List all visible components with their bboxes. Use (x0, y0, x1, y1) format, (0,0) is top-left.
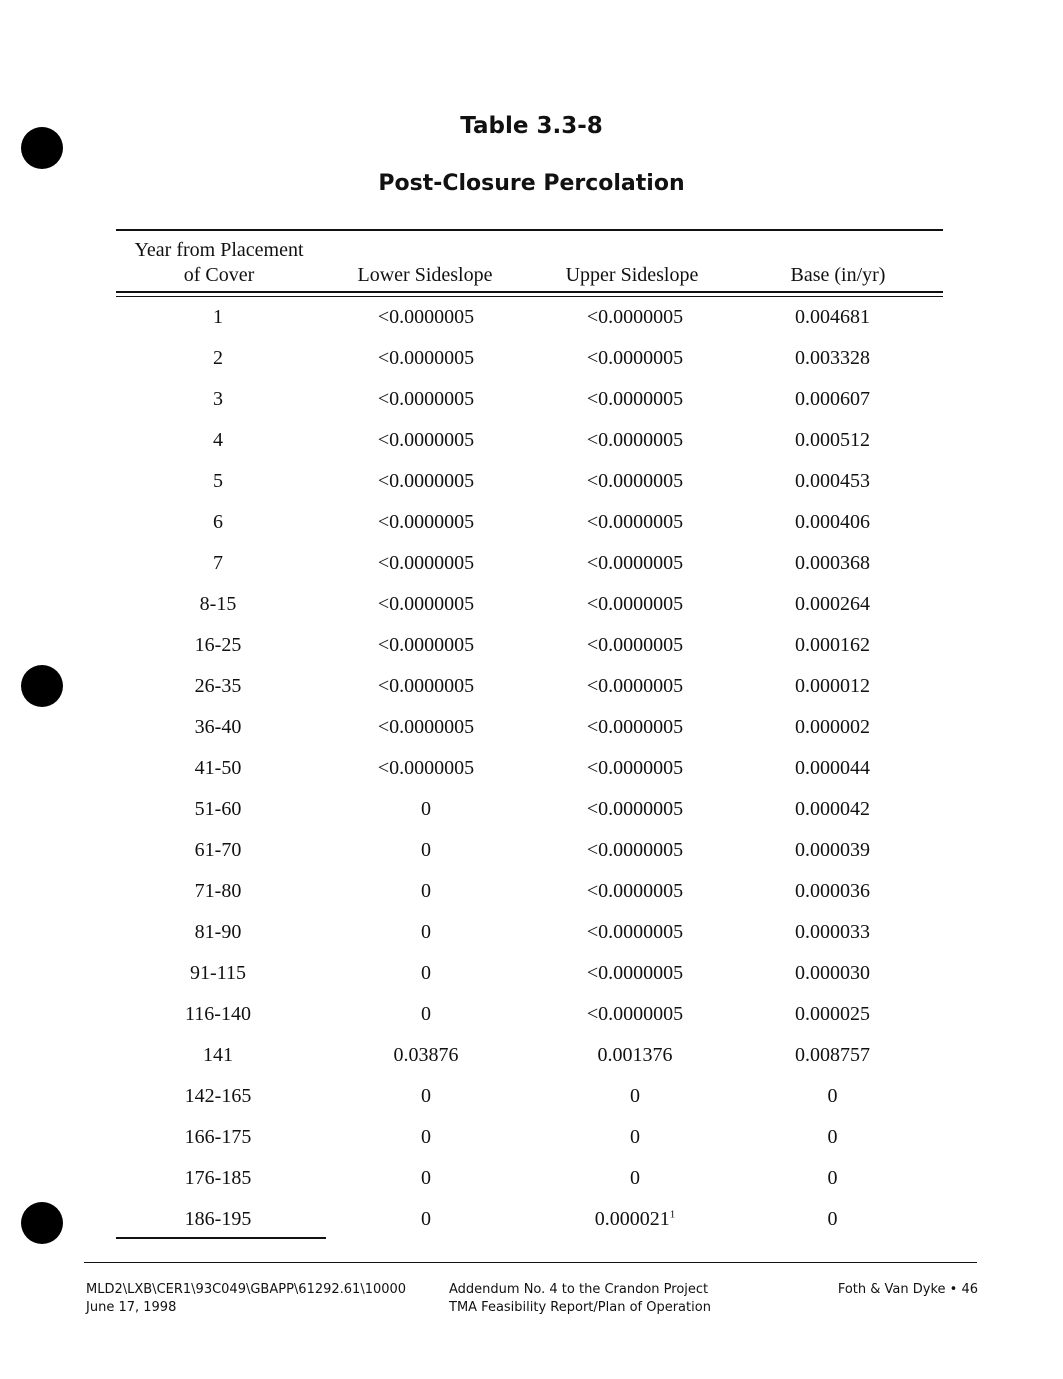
top-rule (116, 229, 943, 231)
header-rule (116, 291, 943, 293)
cell-base (738, 338, 943, 379)
cell-upper-sideslope (532, 1199, 738, 1240)
cell-year (116, 912, 320, 953)
cell-base (738, 666, 943, 707)
table-row (116, 1158, 943, 1199)
table-row (116, 953, 943, 994)
table-row (116, 1076, 943, 1117)
cell-year (116, 461, 320, 502)
cell-year-value: 3 (213, 388, 223, 410)
cell-upper-sideslope-value: <0.0000005 (586, 839, 684, 861)
cell-lower-sideslope (320, 461, 532, 502)
cell-year (116, 871, 320, 912)
footer-path: MLD2\LXB\CER1\93C049\GBAPP\61292.61\10000 (86, 1282, 407, 1297)
table-row (116, 871, 943, 912)
table-row (116, 297, 943, 338)
cell-lower-sideslope (320, 748, 532, 789)
cell-base (738, 707, 943, 748)
cell-year-value: 71-80 (194, 880, 242, 902)
cell-lower-sideslope-value: <0.0000005 (377, 716, 475, 738)
cell-upper-sideslope-value: <0.0000005 (586, 388, 684, 410)
cell-upper-sideslope (532, 543, 738, 584)
cell-lower-sideslope (320, 584, 532, 625)
table-row (116, 584, 943, 625)
cell-upper-sideslope-value: 0 (630, 1085, 640, 1107)
cell-upper-sideslope (532, 625, 738, 666)
cell-base-value: 0.000264 (795, 593, 870, 615)
cell-year (116, 297, 320, 338)
header-upper-sideslope: Upper Sideslope (565, 264, 699, 286)
footer-doc-line1: Addendum No. 4 to the Crandon Project (449, 1282, 709, 1297)
footer-right (838, 1281, 978, 1299)
cell-year (116, 830, 320, 871)
punch-hole-bottom (21, 1202, 63, 1244)
cell-lower-sideslope-value: <0.0000005 (377, 511, 475, 533)
cell-base-value: 0 (827, 1208, 838, 1230)
cell-base (738, 543, 943, 584)
cell-lower-sideslope-value: 0.03876 (393, 1044, 459, 1066)
header-year-line2: of Cover (183, 264, 255, 286)
cell-year-value: 176-185 (184, 1167, 252, 1189)
cell-base-value: 0.000025 (795, 1003, 870, 1025)
cell-year (116, 502, 320, 543)
cell-base-value: 0.000162 (795, 634, 870, 656)
header-year (112, 238, 326, 288)
cell-base-value: 0.000368 (795, 552, 870, 574)
cell-year (116, 1117, 320, 1158)
cell-lower-sideslope-value: <0.0000005 (377, 470, 475, 492)
cell-base (738, 1035, 943, 1076)
cell-lower-sideslope (320, 912, 532, 953)
cell-year (116, 420, 320, 461)
cell-lower-sideslope-value: <0.0000005 (377, 552, 475, 574)
cell-base (738, 1076, 943, 1117)
cell-upper-sideslope-value: <0.0000005 (586, 716, 684, 738)
cell-upper-sideslope (532, 1117, 738, 1158)
cell-year-value: 5 (213, 470, 223, 492)
footer-firm-page: Foth & Van Dyke • 46 (837, 1282, 978, 1297)
cell-lower-sideslope (320, 789, 532, 830)
cell-year (116, 666, 320, 707)
cell-base (738, 1199, 943, 1240)
cell-base-value: 0.000453 (795, 470, 870, 492)
cell-lower-sideslope (320, 1199, 532, 1240)
cell-year (116, 584, 320, 625)
cell-year (116, 1035, 320, 1076)
cell-upper-sideslope (532, 461, 738, 502)
table-row (116, 748, 943, 789)
table-end-rule (116, 1237, 326, 1239)
cell-upper-sideslope-value: <0.0000005 (586, 757, 684, 779)
cell-lower-sideslope-value: 0 (421, 1167, 431, 1189)
cell-base-value: 0.000012 (795, 675, 870, 697)
cell-base (738, 502, 943, 543)
cell-year (116, 338, 320, 379)
cell-year-value: 51-60 (194, 798, 242, 820)
cell-year (116, 789, 320, 830)
cell-upper-sideslope (532, 297, 738, 338)
footer-date: June 17, 1998 (86, 1300, 177, 1315)
cell-base-value: 0.003328 (795, 347, 870, 369)
cell-base (738, 830, 943, 871)
cell-lower-sideslope (320, 666, 532, 707)
cell-upper-sideslope-value: <0.0000005 (586, 962, 684, 984)
cell-upper-sideslope-value: <0.0000005 (586, 880, 684, 902)
cell-base (738, 871, 943, 912)
footer-center (449, 1281, 711, 1317)
cell-upper-sideslope-value: <0.0000005 (586, 921, 684, 943)
header-base: Base (in/yr) (790, 264, 886, 286)
cell-upper-sideslope-value: <0.0000005 (586, 675, 684, 697)
cell-base-value: 0 (827, 1126, 838, 1148)
cell-upper-sideslope (532, 707, 738, 748)
cell-upper-sideslope-value: 0.000021 (594, 1208, 670, 1230)
cell-year-value: 81-90 (194, 921, 242, 943)
table-title: Post-Closure Percolation (378, 171, 685, 196)
cell-upper-sideslope (532, 338, 738, 379)
cell-upper-sideslope-value: 0 (630, 1167, 640, 1189)
cell-lower-sideslope (320, 830, 532, 871)
cell-lower-sideslope (320, 994, 532, 1035)
cell-year (116, 707, 320, 748)
cell-lower-sideslope-value: 0 (421, 1208, 431, 1230)
cell-base-value: 0.000042 (795, 798, 870, 820)
table-row (116, 789, 943, 830)
cell-upper-sideslope (532, 748, 738, 789)
cell-year (116, 994, 320, 1035)
cell-lower-sideslope-value: 0 (421, 962, 431, 984)
cell-base-value: 0.004681 (795, 306, 870, 328)
footnote-marker: 1 (669, 1208, 676, 1221)
table-row (116, 1035, 943, 1076)
cell-year-value: 91-115 (190, 962, 246, 984)
percolation-table (116, 297, 943, 1240)
cell-upper-sideslope (532, 871, 738, 912)
cell-upper-sideslope (532, 666, 738, 707)
cell-year (116, 1199, 320, 1240)
cell-year-value: 186-195 (184, 1208, 252, 1230)
cell-lower-sideslope-value: <0.0000005 (377, 429, 475, 451)
cell-lower-sideslope-value: 0 (421, 839, 431, 861)
cell-lower-sideslope (320, 1117, 532, 1158)
cell-lower-sideslope-value: 0 (421, 798, 431, 820)
cell-year-value: 166-175 (184, 1126, 252, 1148)
table-row (116, 625, 943, 666)
cell-base (738, 912, 943, 953)
cell-year (116, 543, 320, 584)
cell-upper-sideslope (532, 789, 738, 830)
cell-base-value: 0.000039 (795, 839, 870, 861)
cell-year-value: 141 (203, 1044, 233, 1066)
cell-upper-sideslope (532, 420, 738, 461)
table-row (116, 420, 943, 461)
cell-base (738, 625, 943, 666)
cell-year (116, 953, 320, 994)
table-row (116, 1199, 943, 1240)
cell-year-value: 4 (213, 429, 223, 451)
cell-upper-sideslope-value: <0.0000005 (586, 593, 684, 615)
cell-base (738, 1117, 943, 1158)
table-row (116, 912, 943, 953)
cell-lower-sideslope (320, 420, 532, 461)
cell-upper-sideslope (532, 379, 738, 420)
cell-year (116, 379, 320, 420)
cell-upper-sideslope-value: <0.0000005 (586, 306, 684, 328)
cell-year (116, 1076, 320, 1117)
cell-lower-sideslope-value: <0.0000005 (377, 757, 475, 779)
cell-year-value: 2 (213, 347, 223, 369)
cell-base-value: 0.000607 (795, 388, 870, 410)
cell-upper-sideslope (532, 994, 738, 1035)
table-row (116, 1117, 943, 1158)
cell-lower-sideslope (320, 1158, 532, 1199)
cell-lower-sideslope (320, 338, 532, 379)
cell-year (116, 748, 320, 789)
cell-upper-sideslope (532, 912, 738, 953)
cell-upper-sideslope-value: <0.0000005 (586, 634, 684, 656)
cell-year-value: 6 (213, 511, 223, 533)
table-row (116, 994, 943, 1035)
cell-lower-sideslope (320, 1035, 532, 1076)
cell-lower-sideslope-value: <0.0000005 (377, 675, 475, 697)
cell-upper-sideslope-value: <0.0000005 (586, 347, 684, 369)
cell-base-value: 0.000512 (795, 429, 870, 451)
footer-rule (84, 1262, 977, 1263)
cell-upper-sideslope-value: <0.0000005 (586, 470, 684, 492)
cell-year-value: 61-70 (194, 839, 242, 861)
cell-base (738, 420, 943, 461)
header-lower-sideslope: Lower Sideslope (357, 264, 493, 286)
cell-base-value: 0.000406 (795, 511, 870, 533)
cell-year-value: 41-50 (194, 757, 242, 779)
cell-base (738, 953, 943, 994)
cell-lower-sideslope-value: <0.0000005 (377, 388, 475, 410)
cell-upper-sideslope (532, 584, 738, 625)
cell-base-value: 0.000036 (795, 880, 870, 902)
cell-base-value: 0.000044 (795, 757, 870, 779)
cell-base-value: 0.008757 (795, 1044, 870, 1066)
table-row (116, 338, 943, 379)
cell-base (738, 789, 943, 830)
table-number: Table 3.3-8 (460, 113, 603, 139)
cell-upper-sideslope (532, 1035, 738, 1076)
cell-year-value: 142-165 (184, 1085, 252, 1107)
cell-upper-sideslope (532, 502, 738, 543)
table-row (116, 502, 943, 543)
cell-lower-sideslope-value: <0.0000005 (377, 593, 475, 615)
footer-doc-line2: TMA Feasibility Report/Plan of Operation (449, 1300, 711, 1315)
cell-year-value: 36-40 (194, 716, 242, 738)
cell-lower-sideslope-value: 0 (421, 1085, 431, 1107)
table-row (116, 461, 943, 502)
table-row (116, 707, 943, 748)
cell-lower-sideslope (320, 871, 532, 912)
cell-upper-sideslope-value: 0 (630, 1126, 640, 1148)
cell-lower-sideslope-value: <0.0000005 (377, 306, 475, 328)
cell-base (738, 994, 943, 1035)
cell-upper-sideslope-value: <0.0000005 (586, 552, 684, 574)
cell-lower-sideslope (320, 379, 532, 420)
cell-year-value: 116-140 (185, 1003, 251, 1025)
cell-lower-sideslope (320, 1076, 532, 1117)
cell-year-value: 7 (213, 552, 223, 574)
table-row (116, 543, 943, 584)
cell-upper-sideslope (532, 953, 738, 994)
cell-year (116, 625, 320, 666)
table-row (116, 666, 943, 707)
cell-base (738, 297, 943, 338)
table-row (116, 379, 943, 420)
cell-base (738, 461, 943, 502)
cell-upper-sideslope-value: <0.0000005 (586, 1003, 684, 1025)
footer-left (86, 1281, 406, 1317)
cell-upper-sideslope-value: <0.0000005 (586, 798, 684, 820)
cell-base-value: 0 (827, 1167, 838, 1189)
cell-year-value: 1 (213, 306, 223, 328)
cell-base (738, 1158, 943, 1199)
cell-base-value: 0.000030 (795, 962, 870, 984)
cell-lower-sideslope-value: 0 (421, 921, 431, 943)
cell-lower-sideslope-value: 0 (421, 880, 431, 902)
cell-lower-sideslope-value: 0 (421, 1003, 431, 1025)
cell-year-value: 16-25 (194, 634, 242, 656)
cell-base (738, 748, 943, 789)
header-year-line1: Year from Placement (134, 239, 304, 261)
cell-upper-sideslope-value: <0.0000005 (586, 511, 684, 533)
cell-lower-sideslope-value: <0.0000005 (377, 634, 475, 656)
cell-lower-sideslope-value: 0 (421, 1126, 431, 1148)
cell-base (738, 584, 943, 625)
cell-base-value: 0.000033 (795, 921, 870, 943)
cell-lower-sideslope (320, 502, 532, 543)
cell-base-value: 0 (827, 1085, 838, 1107)
cell-year-value: 26-35 (194, 675, 242, 697)
cell-lower-sideslope (320, 297, 532, 338)
punch-hole-middle (21, 665, 63, 707)
cell-lower-sideslope (320, 543, 532, 584)
cell-lower-sideslope (320, 953, 532, 994)
cell-upper-sideslope (532, 830, 738, 871)
cell-upper-sideslope (532, 1076, 738, 1117)
cell-year-value: 8-15 (199, 593, 237, 615)
cell-upper-sideslope-value: 0.001376 (597, 1044, 673, 1066)
cell-year (116, 1158, 320, 1199)
cell-upper-sideslope (532, 1158, 738, 1199)
cell-base-value: 0.000002 (795, 716, 870, 738)
cell-lower-sideslope (320, 707, 532, 748)
cell-base (738, 379, 943, 420)
cell-lower-sideslope-value: <0.0000005 (377, 347, 475, 369)
cell-upper-sideslope-value: <0.0000005 (586, 429, 684, 451)
table-row (116, 830, 943, 871)
cell-lower-sideslope (320, 625, 532, 666)
